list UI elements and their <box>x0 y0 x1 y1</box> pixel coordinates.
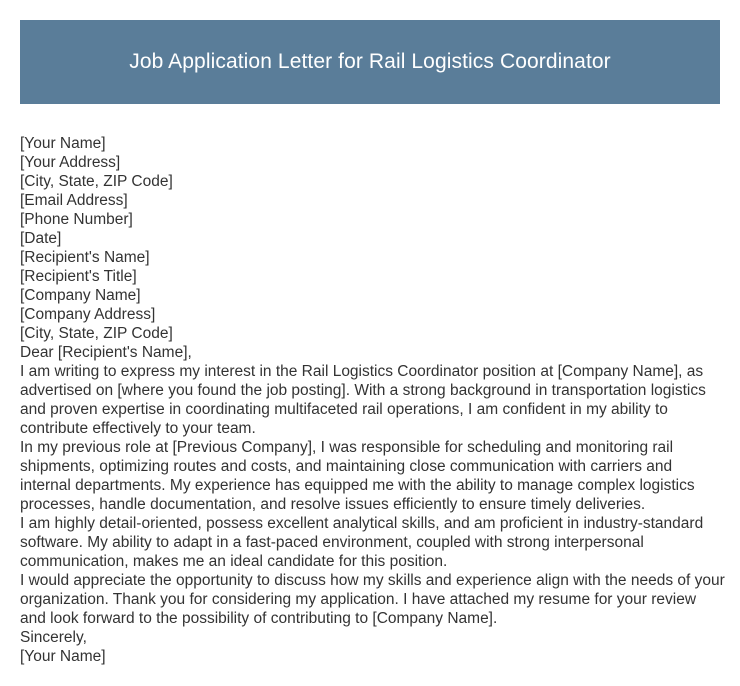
recipient-company: [Company Name] <box>20 287 141 304</box>
letter-body <box>20 134 725 666</box>
sender-address: [Your Address] <box>20 154 121 171</box>
recipient-city-state-zip: [City, State, ZIP Code] <box>20 325 173 342</box>
paragraph-skills: I am highly detail-oriented, possess excellent analytical skills, and am proficient in industry-standard software. My ability to adapt in a fast-paced environment, coupled with strong interpersonal communication, makes me an ideal candidate for this position. <box>20 515 704 570</box>
sender-email: [Email Address] <box>20 192 128 209</box>
sender-city-state-zip: [City, State, ZIP Code] <box>20 173 173 190</box>
sender-phone: [Phone Number] <box>20 211 133 228</box>
sender-name: [Your Name] <box>20 135 106 152</box>
paragraph-intro: I am writing to express my interest in the Rail Logistics Coordinator position at [Company Name], as advertised on [where you found the job posting]. With a strong background in transportation logistics and proven expertise in coordinating multifaceted rail operations, I am confident in my ability to contribute effectively to your team. <box>20 363 706 437</box>
paragraph-experience: In my previous role at [Previous Company], I was responsible for scheduling and monitoring rail shipments, optimizing routes and costs, and maintaining close communication with carriers and internal departments. My experience has equipped me with the ability to manage complex logistics processes, handle documentation, and resolve issues efficiently to ensure timely deliveries. <box>20 439 695 513</box>
recipient-name: [Recipient's Name] <box>20 249 150 266</box>
page-title: Job Application Letter for Rail Logistics Coordinator <box>129 50 611 73</box>
salutation: Dear [Recipient's Name], <box>20 344 192 361</box>
paragraph-closing: I would appreciate the opportunity to discuss how my skills and experience align with the needs of your organization. Thank you for considering my application. I have attached my resume for your review and look forward to the possibility of contributing to [Company Name]. <box>20 572 725 627</box>
header-banner <box>20 20 720 104</box>
recipient-address: [Company Address] <box>20 306 156 323</box>
recipient-title: [Recipient's Title] <box>20 268 137 285</box>
closing: Sincerely, <box>20 629 87 646</box>
letter-date: [Date] <box>20 230 62 247</box>
signature: [Your Name] <box>20 648 106 665</box>
